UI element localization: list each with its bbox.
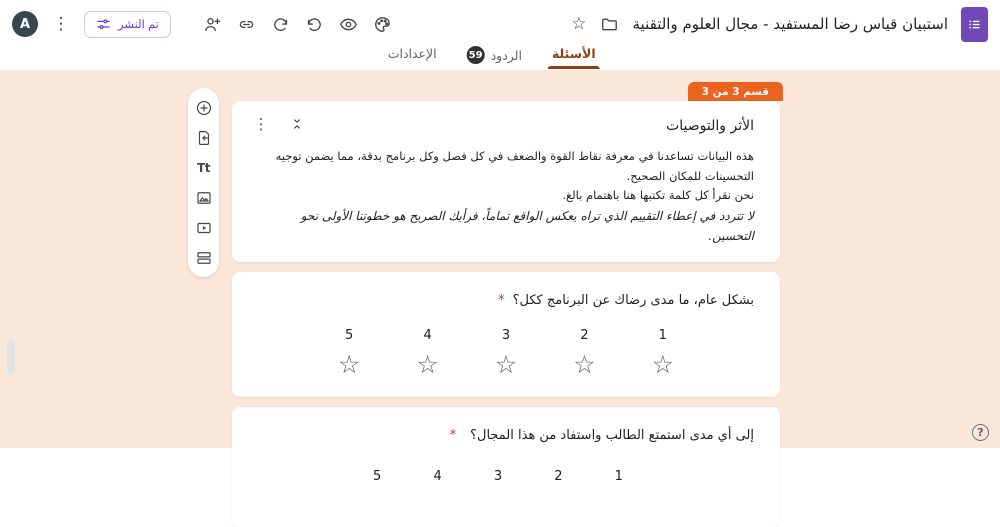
redo-icon[interactable] — [271, 14, 291, 34]
copy-link-icon[interactable] — [237, 14, 257, 34]
rating-value-label: 5 — [345, 328, 354, 344]
required-asterisk: * — [449, 428, 457, 444]
scale-value-label[interactable]: 3 — [493, 469, 503, 485]
rating-value-label: 2 — [580, 328, 589, 344]
scale-value-label[interactable]: 5 — [373, 469, 382, 485]
add-video-icon[interactable] — [194, 218, 213, 237]
rating-value-label: 3 — [501, 328, 511, 344]
header-left-actions — [12, 0, 393, 48]
google-forms-logo-icon[interactable] — [961, 7, 988, 42]
more-options-icon[interactable]: ⋮ — [52, 13, 70, 34]
vertical-scrollbar-thumb[interactable] — [7, 340, 15, 373]
question-text: إلى أي مدى استمتع الطالب واستفاد من هذا المجال؟ — [470, 428, 754, 444]
rating-star-icon[interactable]: ☆ — [651, 350, 675, 380]
rating-star-icon[interactable]: ☆ — [416, 350, 439, 380]
question-toolbar — [188, 88, 219, 277]
published-button-label: تم النشر — [118, 19, 159, 31]
published-button[interactable] — [84, 11, 171, 38]
rating-option-1 — [624, 328, 702, 380]
tab-questions[interactable] — [552, 46, 596, 69]
responses-count-badge: 59 — [467, 46, 485, 64]
add-collaborators-icon[interactable] — [203, 14, 223, 34]
move-folder-icon[interactable] — [600, 14, 620, 34]
tab-settings-label: الإعدادات — [387, 46, 437, 61]
scale-value-label[interactable]: 4 — [433, 469, 442, 485]
header-right — [571, 0, 988, 48]
form-content-column — [232, 82, 780, 527]
rating-option-2 — [545, 328, 623, 380]
section-description-line-1[interactable]: هذه البيانات تساعدنا في معرفة نقاط القوة والضعف في كل فصل وكل برنامج بدقة، مما يضمن توجيه التحسينات للمكان الصحيح. — [275, 149, 754, 183]
editor-tabs — [388, 46, 596, 70]
section-description-line-2[interactable]: نحن نقرأ كل كلمة تكتبها هنا باهتمام بالغ. — [562, 188, 754, 203]
add-question-icon[interactable] — [194, 98, 213, 117]
tab-settings[interactable] — [388, 46, 437, 69]
rating-star-icon[interactable]: ☆ — [573, 350, 596, 380]
preview-eye-icon[interactable] — [339, 14, 359, 34]
scale-value-label[interactable]: 1 — [614, 469, 623, 485]
rating-star-icon[interactable]: ☆ — [494, 350, 518, 380]
section-more-options-icon[interactable]: ⋮ — [253, 114, 269, 133]
add-section-icon[interactable] — [194, 248, 213, 267]
question-card-linear-scale[interactable] — [232, 407, 780, 527]
theme-palette-icon[interactable] — [373, 14, 393, 34]
section-description-line-3[interactable]: لا تتردد في إعطاء التقييم الذي تراه يعكس الواقع تماماً، فرأيك الصريح هو خطوتنا الأولى نحو التحسين. — [300, 208, 754, 244]
tab-questions-label: الأسئلة — [551, 46, 596, 61]
required-asterisk: * — [498, 293, 505, 309]
section-header-card[interactable] — [232, 101, 780, 262]
tab-responses-label: الردود — [490, 47, 522, 63]
star-form-icon[interactable]: ☆ — [571, 13, 587, 34]
add-image-icon[interactable] — [194, 188, 213, 207]
app-header — [0, 0, 1000, 70]
rating-option-4 — [388, 328, 466, 380]
linear-scale-values — [347, 469, 649, 484]
rating-option-5 — [310, 328, 388, 380]
section-title[interactable]: الأثر والتوصيات — [666, 118, 754, 134]
add-text-icon[interactable] — [194, 158, 213, 177]
tab-responses[interactable] — [467, 46, 522, 72]
import-questions-icon[interactable] — [194, 128, 213, 147]
rating-value-label: 4 — [423, 328, 432, 344]
section-position-badge: قسم 3 من 3 — [688, 82, 783, 101]
question-card-rating[interactable] — [232, 272, 780, 397]
form-title[interactable]: استبيان قياس رضا المستفيد - مجال العلوم والتقنية — [632, 15, 948, 33]
collapse-section-icon[interactable] — [290, 116, 304, 132]
help-icon[interactable]: ? — [972, 424, 989, 441]
text-tool-glyph: Tt — [197, 160, 210, 175]
question-text: بشكل عام، ما مدى رضاك عن البرنامج ككل؟ — [512, 293, 754, 309]
section-card-tools — [252, 116, 304, 132]
form-canvas — [0, 70, 1000, 485]
scale-value-label[interactable]: 2 — [554, 469, 563, 485]
rating-star-icon[interactable]: ☆ — [337, 350, 361, 380]
star-rating-scale — [310, 328, 702, 380]
tune-icon — [96, 17, 111, 32]
rating-value-label: 1 — [658, 328, 667, 344]
undo-icon[interactable] — [305, 14, 325, 34]
rating-option-3 — [467, 328, 545, 380]
account-avatar[interactable]: A — [12, 11, 38, 37]
